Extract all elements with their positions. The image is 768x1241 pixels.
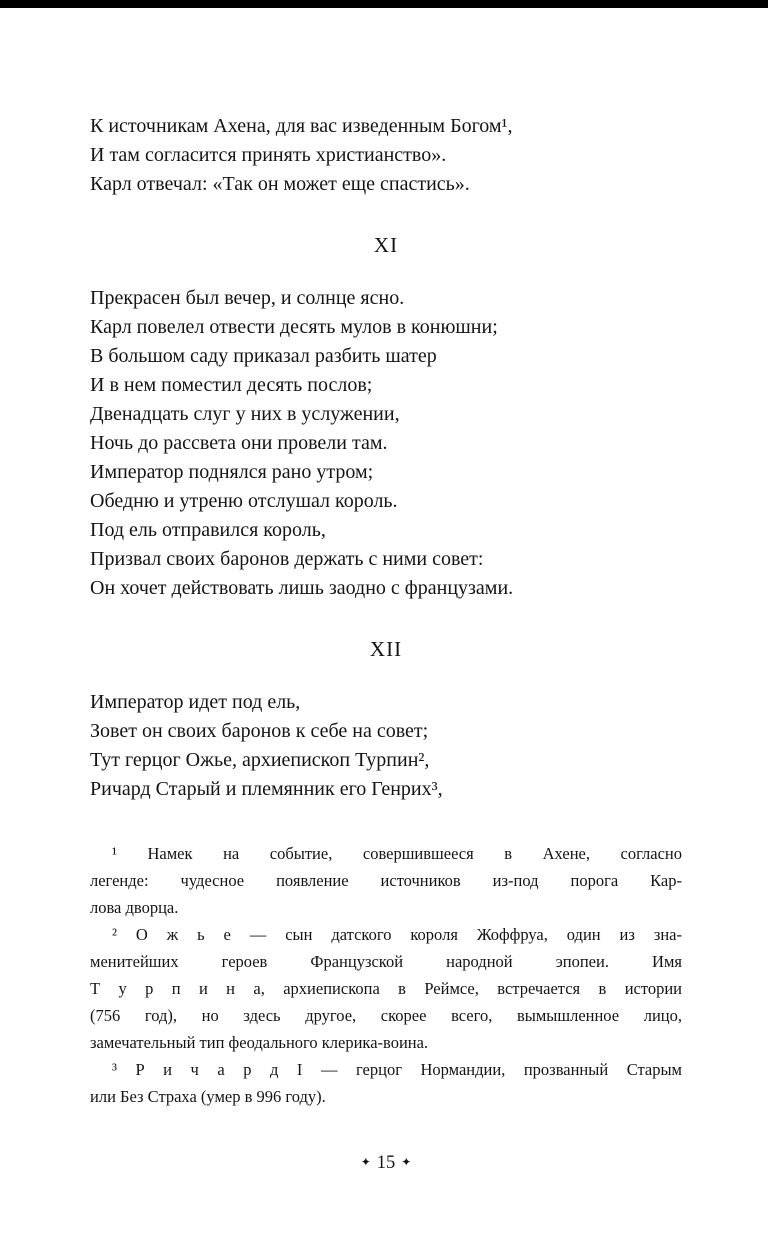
poem-line: Под ель отправился король,	[90, 519, 326, 541]
footnote-line: Т у р п и н а, архиепископа в Реймсе, встречается в истории	[90, 979, 682, 998]
poem-line: Обедню и утреню отслушал король.	[90, 490, 398, 512]
footnote-line: менитейших героев Французской народной эпопеи. Имя	[90, 952, 682, 971]
poem-line: И там согласится принять христианство».	[90, 144, 447, 166]
diamond-ornament-left-icon: ✦	[360, 1155, 371, 1169]
poem-line: Призвал своих баронов держать с ними совет:	[90, 548, 484, 570]
poem-body	[90, 112, 682, 804]
footnote-line: (756 год), но здесь другое, скорее всего, вымышленное лицо,	[90, 1006, 682, 1025]
footnote-line: замечательный тип феодального клерика-воина.	[90, 1033, 429, 1052]
stanza-sections	[90, 231, 682, 804]
stanza-continuation	[90, 112, 682, 199]
stanza-number-heading: XII	[369, 637, 403, 661]
footnote-line: лова дворца.	[90, 898, 179, 917]
footnote	[90, 1056, 682, 1110]
poem-line: Ночь до рассвета они провели там.	[90, 432, 388, 454]
footnote	[90, 840, 682, 921]
poem-line: Прекрасен был вечер, и солнце ясно.	[90, 287, 405, 309]
poem-line: Зовет он своих баронов к себе на совет;	[90, 720, 429, 742]
book-page	[0, 8, 768, 1178]
footnote-line: или Без Страха (умер в 996 году).	[90, 1087, 326, 1106]
stanza	[90, 688, 682, 804]
page-number: 15	[376, 1153, 396, 1173]
poem-line: Ричард Старый и племянник его Генрих³,	[90, 778, 443, 800]
poem-line: В большом саду приказал разбить шатер	[90, 345, 437, 367]
screen-top-bar	[0, 0, 768, 8]
poem-line: К источникам Ахена, для вас изведенным Богом¹,	[90, 115, 513, 137]
footnote-line: ¹ Намек на событие, совершившееся в Ахене, согласно	[112, 844, 682, 863]
diamond-ornament-right-icon: ✦	[401, 1155, 412, 1169]
poem-line: Император идет под ель,	[90, 691, 301, 713]
stanza-number-heading: XI	[373, 233, 399, 257]
poem-line: Двенадцать слуг у них в услужении,	[90, 403, 400, 425]
footnotes-section	[90, 840, 682, 1110]
poem-line: Император поднялся рано утром;	[90, 461, 374, 483]
footnote	[90, 921, 682, 1056]
poem-line: Карл повелел отвести десять мулов в конюшни;	[90, 316, 498, 338]
footnote-line: легенде: чудесное появление источников из-под порога Кар-	[90, 871, 682, 890]
page-number-row	[90, 1148, 682, 1178]
footnote-line: ² О ж ь е — сын датского короля Жоффруа, один из зна-	[112, 925, 682, 944]
stanza	[90, 284, 682, 603]
poem-line: Тут герцог Ожье, архиепископ Турпин²,	[90, 749, 430, 771]
poem-line: Карл отвечал: «Так он может еще спастись».	[90, 173, 470, 195]
poem-line: Он хочет действовать лишь заодно с французами.	[90, 577, 514, 599]
poem-line: И в нем поместил десять послов;	[90, 374, 373, 396]
footnote-line: ³ Р и ч а р д I — герцог Нормандии, прозванный Старым	[112, 1060, 682, 1079]
